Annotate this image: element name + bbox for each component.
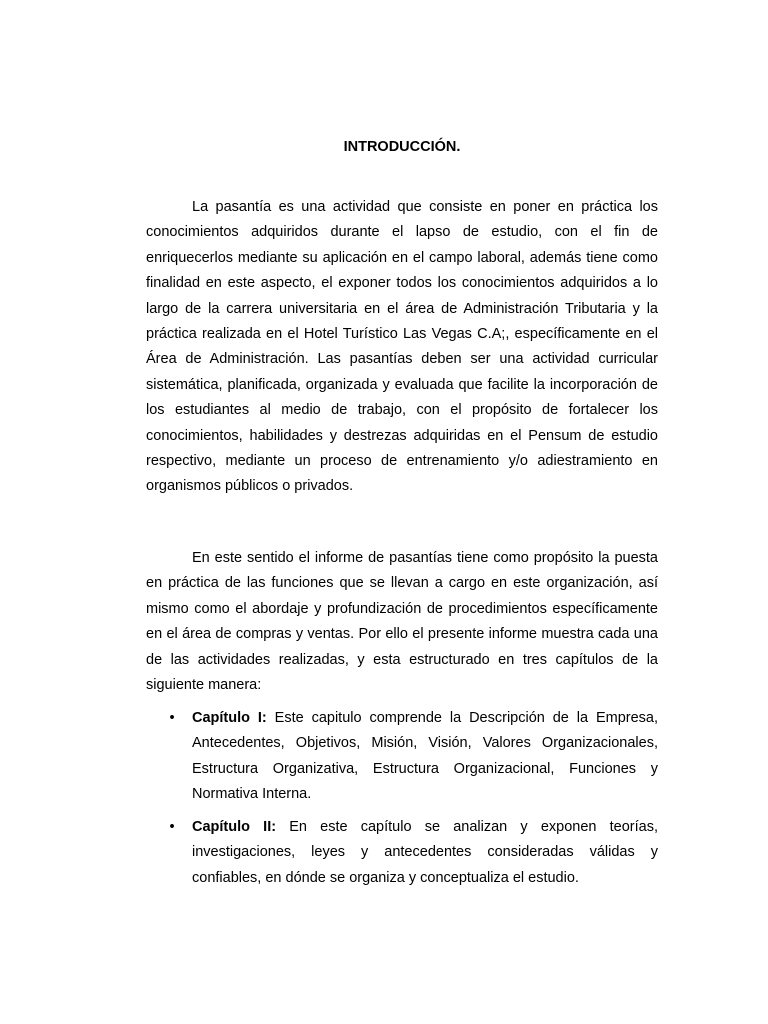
- page-title: INTRODUCCIÓN.: [343, 139, 461, 155]
- bullet-label: Capítulo II:: [192, 819, 277, 835]
- paragraph-intro: La pasantía es una actividad que consiste en poner en práctica los conocimientos adquiridos durante el lapso de estudio, con el fin de enriquecerlos mediante su aplicación en el campo laboral, además tiene como finalidad en este aspecto, el exponer todos los conocimientos adquiridos a lo largo de la carrera universitaria en el área de Administración Tributaria y la práctica realizada en el Hotel Turístico Las Vegas C.A;, específicamente en el Área de Administración. Las pasantías deben ser una actividad curricular sistemática, planificada, organizada y evaluada que facilite la incorporación de los estudiantes al medio de trabajo, con el propósito de fortalecer los conocimientos, habilidades y destrezas adquiridas en el Pensum de estudio respectivo, mediante un proceso de entrenamiento y/o adiestramiento en organismos públicos o privados.: [146, 199, 658, 495]
- bullet-item-chapter-2: [146, 815, 658, 891]
- bullet-icon: •: [169, 710, 175, 726]
- bullet-body: Este capitulo comprende la Descripción de la Empresa, Antecedentes, Objetivos, Misión, Visión, Valores Organizacionales, Estructura Organizativa, Estructura Organizacional, Funciones y Normativa Interna.: [192, 710, 659, 803]
- bullet-text: [192, 706, 658, 808]
- bullet-text: [192, 815, 658, 891]
- bullet-body: En este capítulo se analizan y exponen teorías, investigaciones, leyes y antecedentes consideradas válidas y confiables, en dónde se organiza y conceptualiza el estudio.: [192, 819, 658, 886]
- bullet-item-chapter-1: [146, 706, 658, 808]
- bullet-icon: •: [169, 819, 175, 835]
- document-page: [146, 0, 658, 1024]
- bullet-label: Capítulo I:: [192, 710, 267, 726]
- paragraph-purpose: En este sentido el informe de pasantías tiene como propósito la puesta en práctica de las funciones que se llevan a cargo en este organización, así mismo como el abordaje y profundización de procedimientos específicamente en el área de compras y ventas. Por ello el presente informe muestra cada una de las actividades realizadas, y esta estructurado en tres capítulos de la siguiente manera:: [146, 550, 658, 694]
